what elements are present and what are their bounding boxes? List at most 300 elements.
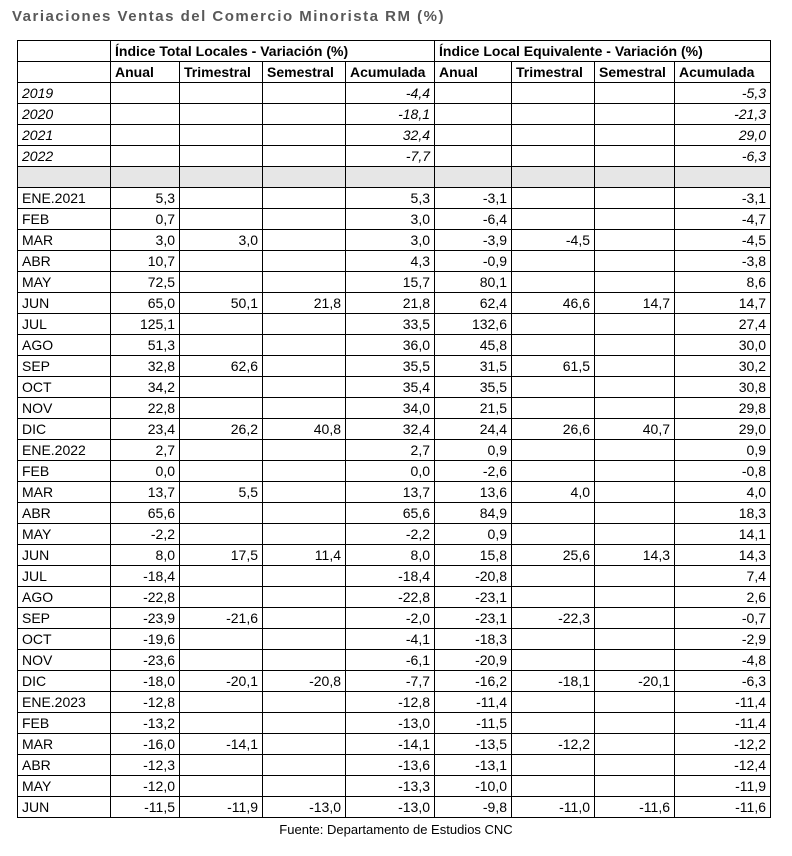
value-cell <box>595 755 675 776</box>
value-cell: -4,8 <box>675 650 771 671</box>
value-cell: 40,7 <box>595 419 675 440</box>
value-cell <box>595 398 675 419</box>
value-cell: -23,6 <box>111 650 180 671</box>
row-label-cell: ABR <box>18 503 111 524</box>
value-cell: -18,0 <box>111 671 180 692</box>
value-cell: 61,5 <box>512 356 595 377</box>
monthly-row <box>18 587 771 608</box>
value-cell <box>263 209 346 230</box>
value-cell: -12,8 <box>111 692 180 713</box>
value-cell: -13,3 <box>346 776 435 797</box>
row-label-cell: MAY <box>18 524 111 545</box>
separator-cell <box>111 167 180 188</box>
value-cell <box>512 692 595 713</box>
row-label-cell: MAY <box>18 272 111 293</box>
value-cell: 8,6 <box>675 272 771 293</box>
value-cell <box>263 398 346 419</box>
value-cell: -20,8 <box>263 671 346 692</box>
value-cell: -11,9 <box>180 797 263 818</box>
value-cell <box>512 188 595 209</box>
value-cell: 21,5 <box>435 398 512 419</box>
value-cell: 29,0 <box>675 419 771 440</box>
value-cell <box>595 608 675 629</box>
value-cell: -7,7 <box>346 146 435 167</box>
value-cell: 21,8 <box>263 293 346 314</box>
value-cell <box>180 503 263 524</box>
value-cell: 13,6 <box>435 482 512 503</box>
value-cell: -10,0 <box>435 776 512 797</box>
value-cell: 132,6 <box>435 314 512 335</box>
value-cell: -22,8 <box>346 587 435 608</box>
value-cell <box>263 608 346 629</box>
row-label-cell: FEB <box>18 461 111 482</box>
value-cell: -13,0 <box>263 797 346 818</box>
value-cell: -6,1 <box>346 650 435 671</box>
annual-row <box>18 125 771 146</box>
value-cell: -22,3 <box>512 608 595 629</box>
value-cell <box>180 776 263 797</box>
monthly-row <box>18 335 771 356</box>
value-cell: -3,1 <box>435 188 512 209</box>
value-cell: 30,2 <box>675 356 771 377</box>
value-cell: -13,2 <box>111 713 180 734</box>
value-cell <box>111 104 180 125</box>
monthly-row <box>18 713 771 734</box>
value-cell <box>180 104 263 125</box>
separator-cell <box>180 167 263 188</box>
value-cell <box>595 83 675 104</box>
value-cell: 4,3 <box>346 251 435 272</box>
value-cell: -18,4 <box>111 566 180 587</box>
row-label-cell: JUN <box>18 797 111 818</box>
subheader-anual: Anual <box>111 62 180 83</box>
value-cell: -2,6 <box>435 461 512 482</box>
separator-cell <box>675 167 771 188</box>
value-cell: -4,5 <box>512 230 595 251</box>
value-cell <box>180 461 263 482</box>
value-cell <box>263 146 346 167</box>
value-cell: 35,5 <box>435 377 512 398</box>
value-cell <box>180 146 263 167</box>
value-cell: -14,1 <box>180 734 263 755</box>
subheader-trimestral: Trimestral <box>180 62 263 83</box>
value-cell: 14,3 <box>595 545 675 566</box>
value-cell <box>180 713 263 734</box>
value-cell: -21,3 <box>675 104 771 125</box>
value-cell: -3,8 <box>675 251 771 272</box>
value-cell: -11,5 <box>111 797 180 818</box>
value-cell <box>595 461 675 482</box>
value-cell <box>512 776 595 797</box>
value-cell <box>595 188 675 209</box>
row-label-cell: 2022 <box>18 146 111 167</box>
value-cell: 65,6 <box>111 503 180 524</box>
value-cell <box>435 125 512 146</box>
row-label-cell: MAY <box>18 776 111 797</box>
value-cell <box>595 650 675 671</box>
value-cell: 14,3 <box>675 545 771 566</box>
value-cell: 35,4 <box>346 377 435 398</box>
value-cell <box>595 104 675 125</box>
value-cell: -11,4 <box>435 692 512 713</box>
value-cell: 2,6 <box>675 587 771 608</box>
value-cell: 0,9 <box>675 440 771 461</box>
value-cell <box>263 251 346 272</box>
value-cell <box>595 377 675 398</box>
value-cell <box>512 335 595 356</box>
value-cell: 72,5 <box>111 272 180 293</box>
value-cell <box>263 335 346 356</box>
value-cell: -9,8 <box>435 797 512 818</box>
value-cell <box>435 83 512 104</box>
value-cell <box>263 713 346 734</box>
value-cell: 31,5 <box>435 356 512 377</box>
value-cell <box>595 230 675 251</box>
row-label-cell: 2021 <box>18 125 111 146</box>
row-label-cell: JUL <box>18 314 111 335</box>
value-cell <box>595 692 675 713</box>
value-cell <box>263 524 346 545</box>
value-cell: 17,5 <box>180 545 263 566</box>
value-cell: 4,0 <box>675 482 771 503</box>
value-cell <box>263 188 346 209</box>
row-label-cell: MAR <box>18 230 111 251</box>
value-cell: 30,0 <box>675 335 771 356</box>
row-label-cell: SEP <box>18 608 111 629</box>
value-cell: -11,5 <box>435 713 512 734</box>
value-cell: 8,0 <box>111 545 180 566</box>
value-cell: 15,7 <box>346 272 435 293</box>
value-cell: 4,0 <box>512 482 595 503</box>
row-label-cell: FEB <box>18 713 111 734</box>
value-cell: 26,6 <box>512 419 595 440</box>
subheader-trimestral: Trimestral <box>512 62 595 83</box>
value-cell: 3,0 <box>346 209 435 230</box>
subheader-semestral: Semestral <box>595 62 675 83</box>
group-header-local-equivalente: Índice Local Equivalente - Variación (%) <box>435 41 771 62</box>
separator-cell <box>263 167 346 188</box>
value-cell: 13,7 <box>111 482 180 503</box>
row-label-cell: DIC <box>18 419 111 440</box>
value-cell: -2,2 <box>111 524 180 545</box>
value-cell <box>595 587 675 608</box>
value-cell: 2,7 <box>111 440 180 461</box>
value-cell: 26,2 <box>180 419 263 440</box>
value-cell: -20,8 <box>435 566 512 587</box>
value-cell <box>595 440 675 461</box>
value-cell <box>595 146 675 167</box>
value-cell <box>595 251 675 272</box>
value-cell <box>180 125 263 146</box>
subheader-acumulada: Acumulada <box>346 62 435 83</box>
separator-cell <box>512 167 595 188</box>
row-label-cell: JUN <box>18 545 111 566</box>
value-cell: 14,1 <box>675 524 771 545</box>
value-cell: -20,1 <box>180 671 263 692</box>
value-cell: 80,1 <box>435 272 512 293</box>
value-cell: -11,6 <box>675 797 771 818</box>
separator-row <box>18 167 771 188</box>
value-cell <box>512 755 595 776</box>
row-label-cell: DIC <box>18 671 111 692</box>
value-cell: 46,6 <box>512 293 595 314</box>
value-cell: 30,8 <box>675 377 771 398</box>
subheader-corner-cell <box>18 62 111 83</box>
value-cell: -14,1 <box>346 734 435 755</box>
value-cell <box>180 83 263 104</box>
value-cell: 25,6 <box>512 545 595 566</box>
value-cell: -23,9 <box>111 608 180 629</box>
value-cell <box>263 629 346 650</box>
value-cell: -23,1 <box>435 608 512 629</box>
value-cell: -11,6 <box>595 797 675 818</box>
row-label-cell: JUN <box>18 293 111 314</box>
value-cell <box>435 146 512 167</box>
value-cell: -16,0 <box>111 734 180 755</box>
monthly-row <box>18 272 771 293</box>
value-cell: -16,2 <box>435 671 512 692</box>
value-cell: 14,7 <box>675 293 771 314</box>
monthly-row <box>18 692 771 713</box>
value-cell: -6,4 <box>435 209 512 230</box>
value-cell: -0,7 <box>675 608 771 629</box>
monthly-row <box>18 482 771 503</box>
value-cell: 23,4 <box>111 419 180 440</box>
value-cell: 29,8 <box>675 398 771 419</box>
value-cell: -18,1 <box>512 671 595 692</box>
monthly-row <box>18 503 771 524</box>
value-cell: -13,0 <box>346 713 435 734</box>
value-cell <box>263 734 346 755</box>
value-cell: 65,0 <box>111 293 180 314</box>
value-cell <box>512 251 595 272</box>
value-cell <box>512 125 595 146</box>
value-cell: -3,9 <box>435 230 512 251</box>
monthly-row <box>18 377 771 398</box>
group-header-row <box>18 41 771 62</box>
subheader-semestral: Semestral <box>263 62 346 83</box>
row-label-cell: AGO <box>18 587 111 608</box>
row-label-cell: FEB <box>18 209 111 230</box>
value-cell: 34,2 <box>111 377 180 398</box>
value-cell: -4,1 <box>346 629 435 650</box>
monthly-row <box>18 650 771 671</box>
table-title: Variaciones Ventas del Comercio Minorista RM (%) <box>12 8 445 25</box>
value-cell <box>595 713 675 734</box>
monthly-row <box>18 797 771 818</box>
row-label-cell: ENE.2023 <box>18 692 111 713</box>
value-cell: -11,9 <box>675 776 771 797</box>
value-cell <box>512 104 595 125</box>
value-cell <box>263 755 346 776</box>
value-cell <box>595 314 675 335</box>
value-cell: -3,1 <box>675 188 771 209</box>
value-cell: -0,8 <box>675 461 771 482</box>
value-cell: -4,5 <box>675 230 771 251</box>
value-cell <box>512 566 595 587</box>
monthly-row <box>18 461 771 482</box>
value-cell <box>180 524 263 545</box>
value-cell <box>595 776 675 797</box>
separator-cell <box>18 167 111 188</box>
value-cell <box>512 377 595 398</box>
value-cell <box>263 566 346 587</box>
value-cell: 62,4 <box>435 293 512 314</box>
value-cell: 3,0 <box>180 230 263 251</box>
subheader-acumulada: Acumulada <box>675 62 771 83</box>
row-label-cell: OCT <box>18 377 111 398</box>
value-cell <box>595 209 675 230</box>
row-label-cell: JUL <box>18 566 111 587</box>
value-cell <box>180 188 263 209</box>
value-cell <box>512 83 595 104</box>
value-cell: -12,4 <box>675 755 771 776</box>
value-cell: 125,1 <box>111 314 180 335</box>
monthly-row <box>18 209 771 230</box>
value-cell <box>263 272 346 293</box>
value-cell <box>595 356 675 377</box>
value-cell <box>595 524 675 545</box>
monthly-row <box>18 314 771 335</box>
value-cell <box>263 503 346 524</box>
monthly-row <box>18 524 771 545</box>
value-cell: 33,5 <box>346 314 435 335</box>
monthly-row <box>18 398 771 419</box>
value-cell: -13,1 <box>435 755 512 776</box>
value-cell <box>263 461 346 482</box>
value-cell: 40,8 <box>263 419 346 440</box>
row-label-cell: 2019 <box>18 83 111 104</box>
value-cell <box>512 440 595 461</box>
value-cell: 50,1 <box>180 293 263 314</box>
value-cell <box>180 587 263 608</box>
value-cell: 13,7 <box>346 482 435 503</box>
value-cell: 29,0 <box>675 125 771 146</box>
monthly-row <box>18 629 771 650</box>
value-cell: 5,5 <box>180 482 263 503</box>
value-cell: 5,3 <box>346 188 435 209</box>
value-cell <box>180 209 263 230</box>
monthly-row <box>18 419 771 440</box>
value-cell <box>263 440 346 461</box>
value-cell: 36,0 <box>346 335 435 356</box>
value-cell <box>180 692 263 713</box>
value-cell <box>111 125 180 146</box>
monthly-row <box>18 293 771 314</box>
value-cell <box>512 314 595 335</box>
value-cell: -12,0 <box>111 776 180 797</box>
value-cell: -6,3 <box>675 146 771 167</box>
monthly-row <box>18 755 771 776</box>
value-cell: -23,1 <box>435 587 512 608</box>
value-cell: 32,8 <box>111 356 180 377</box>
value-cell <box>180 398 263 419</box>
value-cell <box>180 335 263 356</box>
sales-variation-table <box>17 40 771 818</box>
value-cell: -4,7 <box>675 209 771 230</box>
value-cell <box>595 503 675 524</box>
value-cell <box>263 692 346 713</box>
value-cell <box>512 461 595 482</box>
value-cell: -11,0 <box>512 797 595 818</box>
annual-row <box>18 146 771 167</box>
value-cell: 15,8 <box>435 545 512 566</box>
row-label-cell: AGO <box>18 335 111 356</box>
value-cell <box>180 566 263 587</box>
value-cell <box>512 398 595 419</box>
row-label-cell: MAR <box>18 734 111 755</box>
value-cell: 11,4 <box>263 545 346 566</box>
separator-cell <box>595 167 675 188</box>
monthly-row <box>18 734 771 755</box>
value-cell: 65,6 <box>346 503 435 524</box>
subheader-anual: Anual <box>435 62 512 83</box>
value-cell: 35,5 <box>346 356 435 377</box>
value-cell: -6,3 <box>675 671 771 692</box>
value-cell: 0,9 <box>435 524 512 545</box>
value-cell <box>512 587 595 608</box>
value-cell: 32,4 <box>346 419 435 440</box>
monthly-row <box>18 566 771 587</box>
value-cell: -11,4 <box>675 692 771 713</box>
value-cell: 51,3 <box>111 335 180 356</box>
value-cell <box>180 314 263 335</box>
subheader-row <box>18 62 771 83</box>
value-cell <box>263 314 346 335</box>
value-cell: -12,2 <box>512 734 595 755</box>
monthly-row <box>18 230 771 251</box>
value-cell: -12,8 <box>346 692 435 713</box>
value-cell <box>180 629 263 650</box>
value-cell: -5,3 <box>675 83 771 104</box>
row-label-cell: NOV <box>18 650 111 671</box>
value-cell: -20,1 <box>595 671 675 692</box>
value-cell: -12,3 <box>111 755 180 776</box>
row-label-cell: ABR <box>18 251 111 272</box>
value-cell <box>263 587 346 608</box>
value-cell: 0,9 <box>435 440 512 461</box>
separator-cell <box>435 167 512 188</box>
value-cell <box>111 83 180 104</box>
value-cell <box>512 209 595 230</box>
value-cell: -0,9 <box>435 251 512 272</box>
value-cell <box>595 566 675 587</box>
monthly-row <box>18 356 771 377</box>
row-label-cell: ABR <box>18 755 111 776</box>
value-cell: -20,9 <box>435 650 512 671</box>
value-cell: 45,8 <box>435 335 512 356</box>
value-cell: 0,7 <box>111 209 180 230</box>
value-cell: 0,0 <box>346 461 435 482</box>
value-cell <box>180 251 263 272</box>
value-cell: 27,4 <box>675 314 771 335</box>
value-cell <box>180 755 263 776</box>
value-cell: -13,0 <box>346 797 435 818</box>
monthly-row <box>18 440 771 461</box>
value-cell: -18,3 <box>435 629 512 650</box>
value-cell <box>512 629 595 650</box>
value-cell: 2,7 <box>346 440 435 461</box>
value-cell: -4,4 <box>346 83 435 104</box>
value-cell: 10,7 <box>111 251 180 272</box>
monthly-row <box>18 251 771 272</box>
value-cell: -19,6 <box>111 629 180 650</box>
value-cell: 24,4 <box>435 419 512 440</box>
value-cell <box>595 734 675 755</box>
row-label-cell: ENE.2021 <box>18 188 111 209</box>
value-cell <box>180 377 263 398</box>
value-cell <box>180 440 263 461</box>
